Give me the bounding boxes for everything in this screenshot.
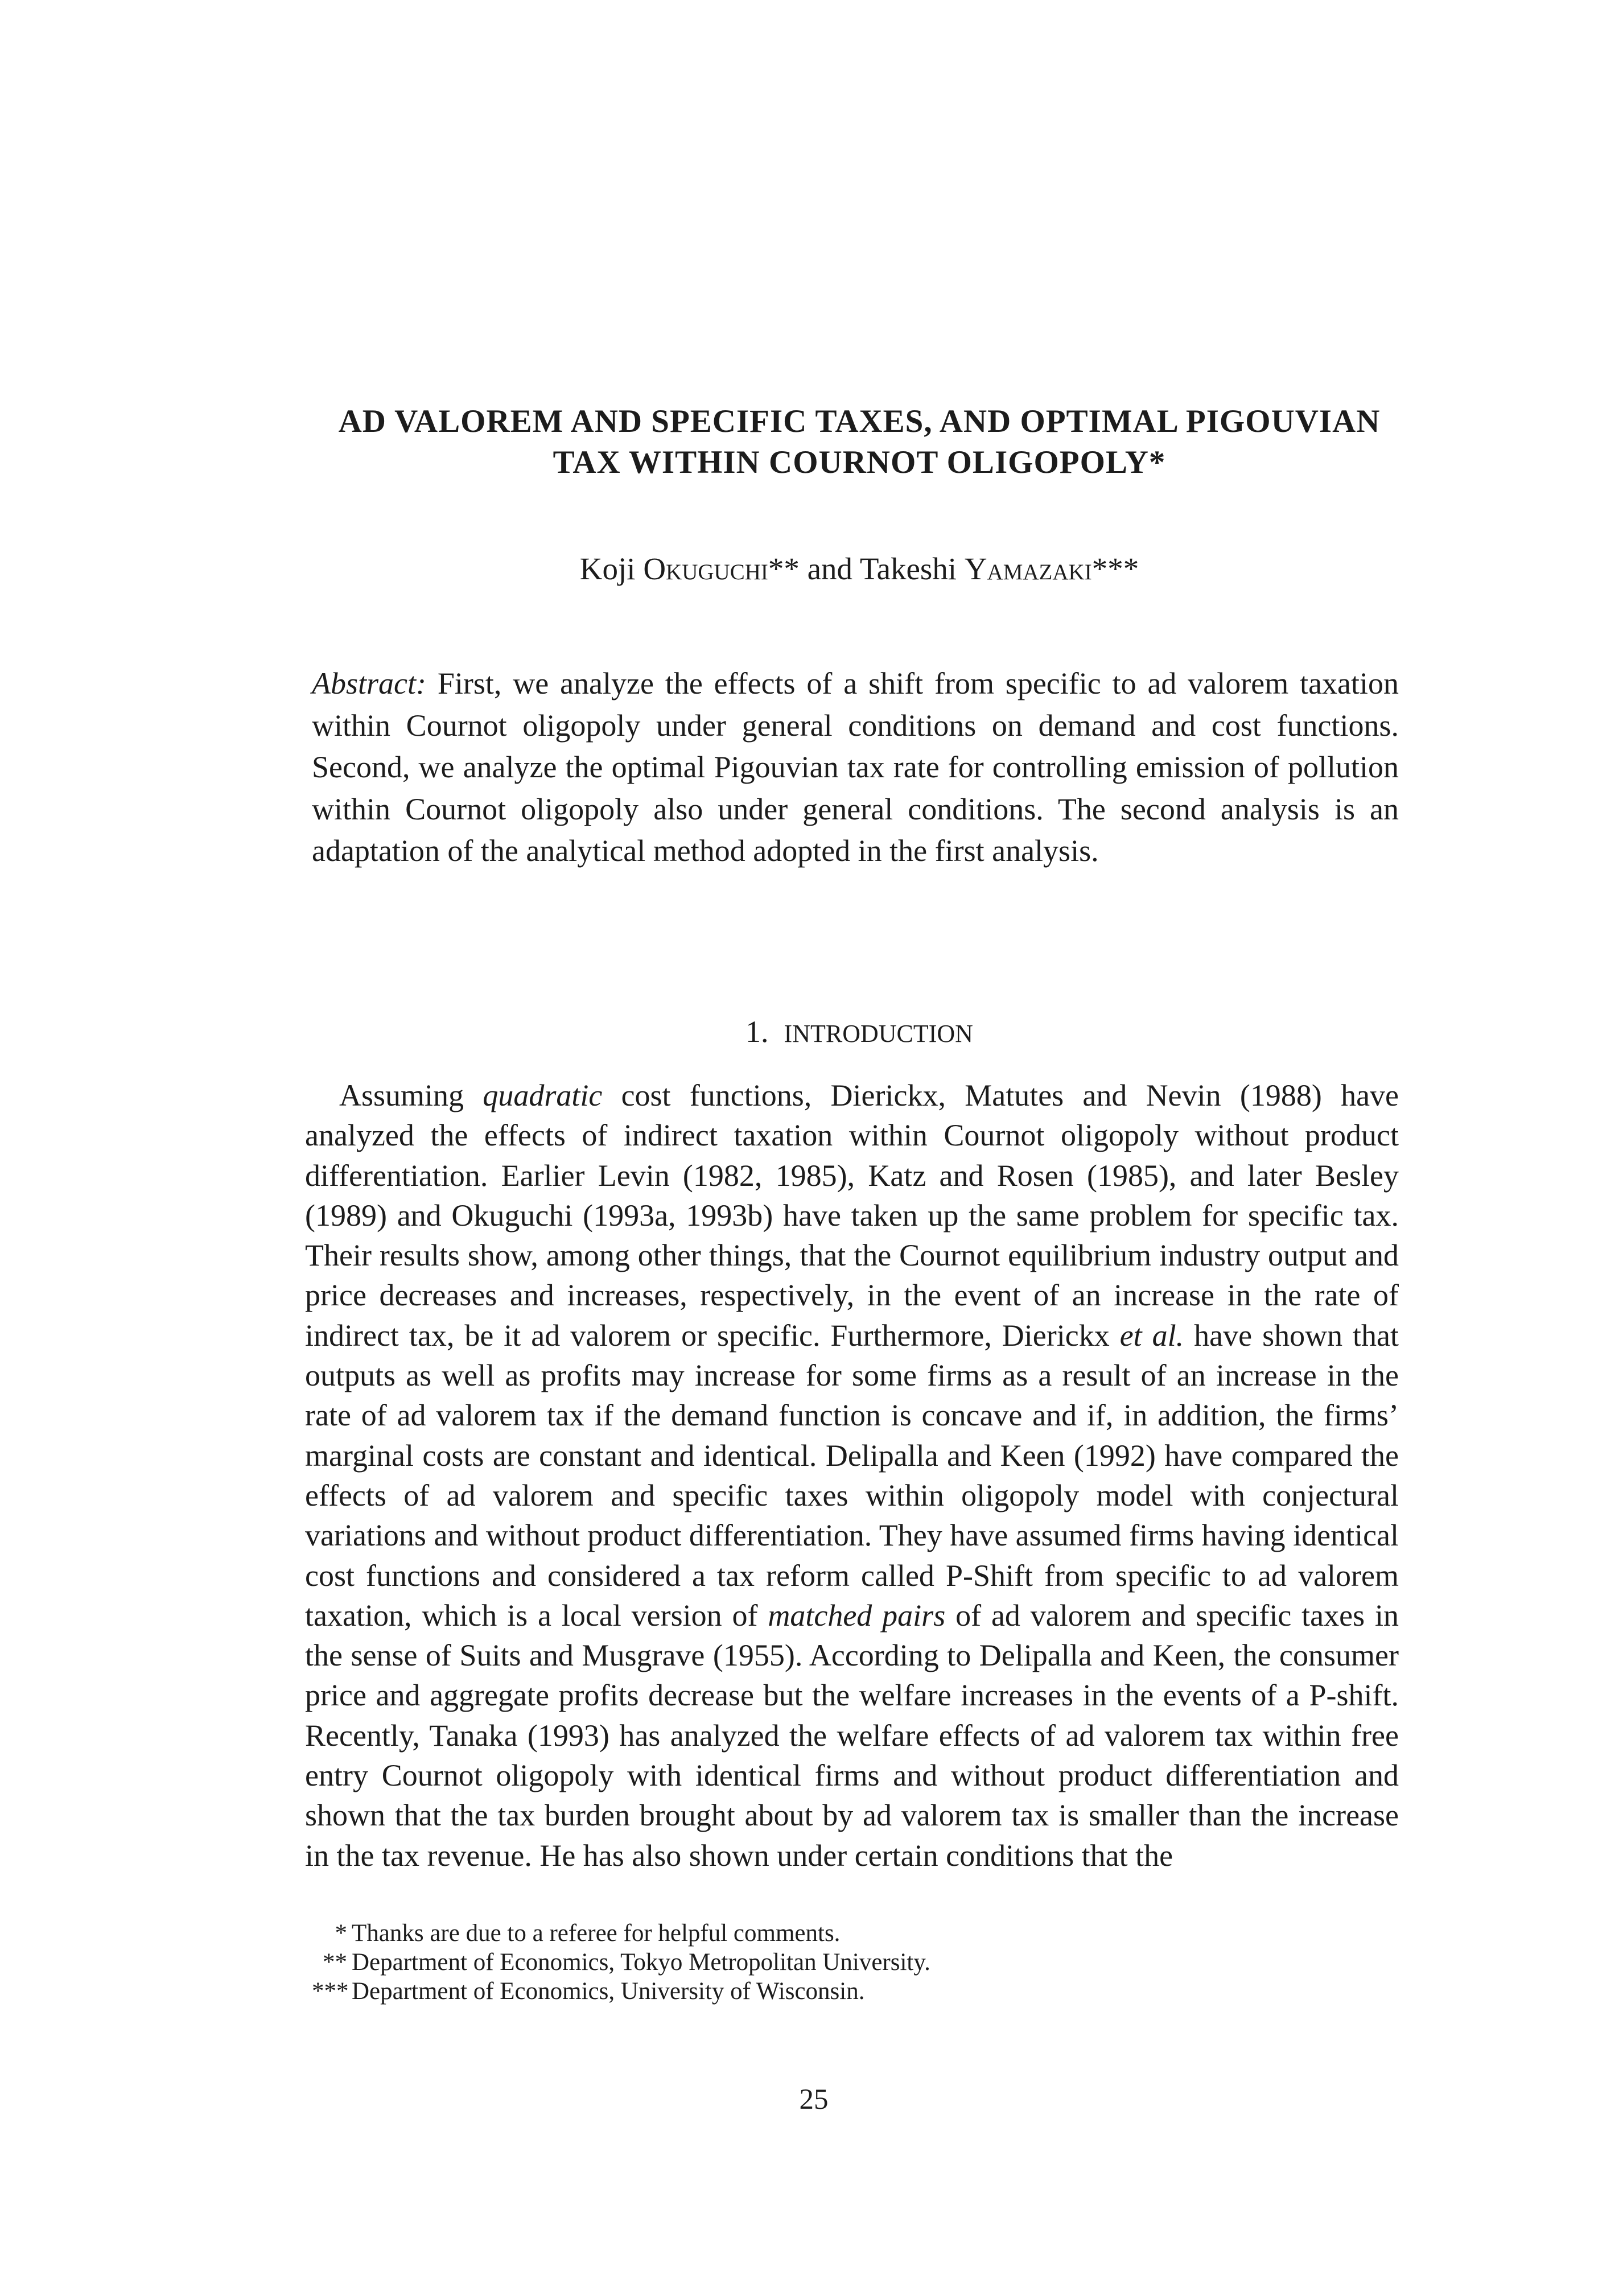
intro-text: have shown that outputs as well as profits may increase for some firms as a result of an increase in the rate of ad valorem tax if the demand function is concave and if, in addition, the firms’ marginal costs are constant and identical. Delipalla and Keen (1992) have compared the effects of ad valorem and specific taxes within oligopoly model with conjectural variations and without product differentiation. They have assumed firms having identical cost functions and considered a tax reform called P-Shift from specific to ad valorem taxation, which is a local version of — [305, 1318, 1399, 1633]
abstract — [312, 663, 1399, 872]
author1-last-name: Okuguchi — [643, 551, 768, 586]
section-title: INTRODUCTION — [784, 1020, 973, 1048]
intro-text: cost functions, Dierickx, Matutes and Nevin (1988) have analyzed the effects of indirect taxation within Cournot oligopoly without product differentiation. Earlier Levin (1982, 1985), Katz and Rosen (1985), and later Besley (1989) and Okuguchi (1993a, 1993b) have taken up the same problem for specific tax. Their results show, among other things, that the Cournot equilibrium industry output and price decreases and increases, respectively, in the event of an increase in the rate of indirect tax, be it ad valorem or specific. Furthermore, Dierickx — [305, 1078, 1399, 1353]
author2-last-name: Yamazaki — [964, 551, 1092, 586]
footnote-mark: * — [335, 1920, 347, 1947]
intro-text: Assuming — [339, 1078, 464, 1112]
author2-footnote-mark: *** — [1091, 551, 1139, 586]
intro-text: of ad valorem and specific taxes in the sense of Suits and Musgrave (1955). According to Delipalla and Keen, the consumer price and aggregate profits decrease but the welfare increases in the events of a P-shift. Recently, Tanaka (1993) has analyzed the welfare effects of ad valorem tax within free entry Cournot oligopoly with identical firms and without product differentiation and shown that the tax burden brought about by ad valorem tax is smaller than the increase in the tax revenue. He has also shown under certain conditions that the — [305, 1598, 1399, 1873]
abstract-label: Abstract — [312, 666, 416, 700]
title-line-1: AD VALOREM AND SPECIFIC TAXES, AND OPTIMAL PIGOUVIAN — [338, 403, 1381, 439]
footnotes — [312, 1919, 1393, 2006]
intro-emphasis: et al. — [1119, 1318, 1184, 1353]
abstract-colon: : — [416, 666, 438, 700]
footnote — [312, 1919, 1393, 1948]
author1-footnote-mark: ** — [768, 551, 800, 586]
author2-first-name: Takeshi — [859, 551, 957, 586]
intro-emphasis: matched pairs — [768, 1598, 946, 1633]
footnote — [312, 1948, 1393, 1977]
introduction-paragraph — [305, 1075, 1399, 1875]
section-number: 1. — [745, 1015, 769, 1049]
footnote — [312, 1977, 1393, 2006]
section-heading — [296, 1012, 1423, 1054]
author-line — [296, 549, 1423, 589]
footnote-mark: ** — [323, 1949, 347, 1976]
author-connector: and — [807, 551, 853, 586]
abstract-text: First, we analyze the effects of a shift from specific to ad valorem taxation within Cournot oligopoly under general conditions on demand and cost functions. Second, we analyze the optimal Pigouvian tax rate for controlling emission of pollution within Cournot oligopoly also under general conditions. The second analysis is an adaptation of the analytical method adopted in the first analysis. — [312, 666, 1399, 868]
intro-emphasis: quadratic — [483, 1078, 603, 1112]
title-line-2: TAX WITHIN COURNOT OLIGOPOLY* — [553, 444, 1166, 480]
footnote-text: Thanks are due to a referee for helpful comments. — [352, 1920, 841, 1947]
footnote-text: Department of Economics, Tokyo Metropolitan University. — [352, 1949, 930, 1976]
paper-title — [296, 401, 1423, 483]
footnote-mark: *** — [312, 1978, 349, 2005]
author1-first-name: Koji — [579, 551, 636, 586]
footnote-text: Department of Economics, University of Wisconsin. — [352, 1978, 865, 2005]
page-number: 25 — [799, 2084, 829, 2116]
